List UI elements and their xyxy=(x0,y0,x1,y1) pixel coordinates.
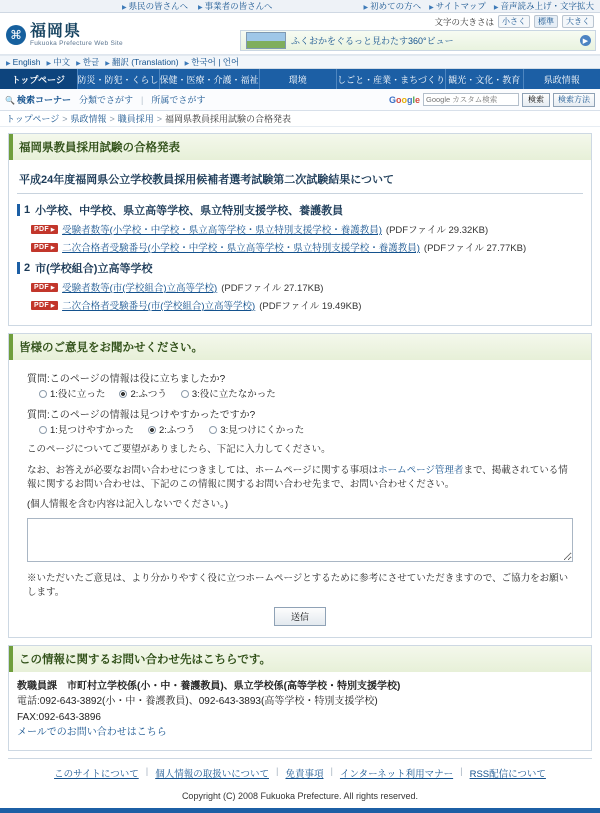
nav-item-safety[interactable]: 防災・防犯・くらし xyxy=(78,69,160,89)
survey-q2-option-3[interactable] xyxy=(209,422,304,436)
top-link-first-time[interactable]: ▶ 初めての方へ xyxy=(364,0,422,12)
survey-options-1 xyxy=(39,386,583,400)
survey-submit-wrap xyxy=(17,607,583,626)
prefecture-emblem-icon: ⌘ xyxy=(6,25,26,45)
contact-title: この情報に関するお問い合わせ先はこちらです。 xyxy=(9,646,591,672)
contact-fax: FAX:092-643-3896 xyxy=(17,710,583,726)
survey-q2-option-1-label: 1:見つけやすかった xyxy=(50,425,134,436)
search-bar: 🔍 検索コーナー 分類でさがす | 所属でさがす Google Google カスタム検索 検索 検索方法 xyxy=(0,89,600,111)
section-2-title: 市(学校組合)立高等学校 xyxy=(35,260,152,276)
nav-item-health[interactable]: 保健・医療・介護・福祉 xyxy=(160,69,260,89)
radio-icon[interactable] xyxy=(181,390,189,398)
survey-note-2-post: まで、掲載されている情報に関するお問い合わせは、下記のこの情報に関するお問い合わせ先まで、お問い合わせください。 xyxy=(27,465,568,490)
survey-q1-option-3-label: 3:役に立たなかった xyxy=(192,389,276,400)
pdf-size-3: (PDFファイル 27.17KB) xyxy=(221,280,323,294)
text-size-small-button[interactable]: 小さく xyxy=(498,15,530,28)
radio-icon[interactable] xyxy=(119,390,127,398)
breadcrumb-sep: > xyxy=(109,114,114,124)
page-title: 福岡県教員採用試験の合格発表 xyxy=(9,134,591,160)
pdf-link-applicants-1[interactable]: 受験者数等(小学校・中学校・県立高等学校・県立特別支援学校・養護教員) xyxy=(62,222,382,236)
lang-korean[interactable]: ▶ 한글 xyxy=(76,56,99,68)
survey-q1-option-2[interactable] xyxy=(119,386,166,400)
banner-arrow-icon[interactable]: ▶ xyxy=(580,35,591,46)
survey-q2-option-2[interactable] xyxy=(148,422,195,436)
search-button[interactable]: 検索 xyxy=(522,93,550,107)
pdf-size-4: (PDFファイル 19.49KB) xyxy=(259,298,361,312)
main-panel xyxy=(8,133,592,326)
nav-item-top[interactable]: トップページ xyxy=(0,69,78,89)
footer-link-manners[interactable]: インターネット利用マナー xyxy=(340,766,453,780)
banner-thumbnail-icon xyxy=(246,32,286,49)
pdf-link-row xyxy=(31,222,583,236)
top-link-residents[interactable]: ▶ 県民の皆さんへ xyxy=(122,0,188,12)
footer-sep: | xyxy=(146,766,148,780)
pdf-link-passers-1[interactable]: 二次合格者受験番号(小学校・中学校・県立高等学校・県立特別支援学校・養護教員) xyxy=(62,240,420,254)
lang-other[interactable]: ▶ 한국어 | 언어 xyxy=(185,56,240,68)
survey-q1-option-1-label: 1:役に立った xyxy=(50,389,105,400)
survey-note-2 xyxy=(27,464,573,492)
site-title-jp: 福岡県 xyxy=(30,23,123,40)
survey-q2-option-1[interactable] xyxy=(39,422,134,436)
survey-options-2 xyxy=(39,422,583,436)
pdf-icon: PDF ▶ xyxy=(31,301,58,310)
footer-links xyxy=(8,758,592,785)
survey-comment-textarea[interactable] xyxy=(27,518,573,562)
survey-note-3: (個人情報を含む内容は記入しないでください。) xyxy=(27,498,573,512)
radio-icon[interactable] xyxy=(39,426,47,434)
result-subheading: 平成24年度福岡県公立学校教員採用候補者選考試験第二次試験結果について xyxy=(17,167,583,194)
contact-body xyxy=(9,672,591,750)
radio-icon[interactable] xyxy=(39,390,47,398)
pdf-icon: PDF ▶ xyxy=(31,225,58,234)
nav-item-government[interactable]: 県政情報 xyxy=(524,69,600,89)
lang-english[interactable]: ▶ English xyxy=(6,57,41,67)
search-method-button[interactable]: 検索方法 xyxy=(553,93,595,107)
contact-department: 教職員課 市町村立学校係(小・中・養護教員)、県立学校係(高等学校・特別支援学校) xyxy=(17,679,583,695)
top-link-sitemap[interactable]: ▶ サイトマップ xyxy=(429,0,486,12)
footer-link-disclaimer[interactable]: 免責事項 xyxy=(285,766,323,780)
homepage-admin-link[interactable]: ホームページ管理者 xyxy=(378,465,463,476)
breadcrumb-item-1[interactable]: 県政情報 xyxy=(70,112,106,125)
footer-sep: | xyxy=(330,766,332,780)
pdf-link-row xyxy=(31,298,583,312)
footer-bottom-bar xyxy=(0,808,600,813)
survey-q2-option-3-label: 3:見つけにくかった xyxy=(220,425,304,436)
survey-submit-button[interactable]: 送信 xyxy=(274,607,326,626)
content-area xyxy=(0,127,600,751)
pdf-size-1: (PDFファイル 29.32KB) xyxy=(386,222,488,236)
main-panel-body xyxy=(9,160,591,325)
contact-mail-link[interactable]: メールでのお問い合わせはこちら xyxy=(17,727,167,738)
survey-q1-option-1[interactable] xyxy=(39,386,105,400)
section-1-number: 1 xyxy=(17,204,30,216)
breadcrumb-item-2[interactable]: 職員採用 xyxy=(118,112,154,125)
pdf-link-applicants-2[interactable]: 受験者数等(市(学校組合)立高等学校) xyxy=(62,280,217,294)
site-logo[interactable] xyxy=(0,13,129,54)
nav-item-industry[interactable]: しごと・産業・まちづくり xyxy=(337,69,446,89)
footer-sep: | xyxy=(276,766,278,780)
language-bar xyxy=(0,55,600,69)
survey-q1-option-3[interactable] xyxy=(181,386,276,400)
text-size-normal-button[interactable]: 標準 xyxy=(534,15,558,28)
section-1-heading xyxy=(17,202,583,218)
radio-icon[interactable] xyxy=(209,426,217,434)
search-by-department-link[interactable]: 所属でさがす xyxy=(151,93,205,106)
copyright: Copyright (C) 2008 Fukuoka Prefecture. All rights reserved. xyxy=(0,785,600,801)
nav-item-environment[interactable]: 環境 xyxy=(260,69,338,89)
google-logo: Google xyxy=(389,95,420,105)
section-1-title: 小学校、中学校、県立高等学校、県立特別支援学校、養護教員 xyxy=(35,202,343,218)
top-utility-bar xyxy=(0,0,600,13)
global-nav xyxy=(0,69,600,89)
google-search-box xyxy=(389,93,595,107)
header-right xyxy=(240,13,600,54)
survey-panel xyxy=(8,333,592,638)
top-link-accessibility[interactable]: ▶ 音声読み上げ・文字拡大 xyxy=(494,0,594,12)
survey-question-1: 質問:このページの情報は役に立ちましたか? xyxy=(27,370,583,385)
search-corner-label: 🔍 検索コーナー xyxy=(5,93,71,106)
survey-title: 皆様のご意見をお聞かせください。 xyxy=(9,334,591,360)
site-header xyxy=(0,13,600,55)
breadcrumb-item-current: 福岡県教員採用試験の合格発表 xyxy=(165,112,291,125)
nav-item-culture[interactable]: 観光・文化・教育 xyxy=(446,69,524,89)
footer-link-rss[interactable]: RSS配信について xyxy=(470,766,546,780)
pdf-link-row xyxy=(31,240,583,254)
text-size-large-button[interactable]: 大きく xyxy=(562,15,594,28)
survey-note-4: ※いただいたご意見は、より分かりやすく役に立つホームページとするために参考にさせていただきますので、ご協力をお願いします。 xyxy=(27,572,573,600)
panorama-banner[interactable] xyxy=(240,30,596,51)
survey-question-2: 質問:このページの情報は見つけやすかったですか? xyxy=(27,406,583,421)
search-by-category-link[interactable]: 分類でさがす xyxy=(79,93,133,106)
pdf-icon: PDF ▶ xyxy=(31,243,58,252)
text-size-label: 文字の大きさは xyxy=(434,16,494,28)
survey-note-1: このページについてご要望がありましたら、下記に入力してください。 xyxy=(27,443,573,457)
banner-text: ふくおかをぐるっと見わたす360°ビュー xyxy=(291,34,454,47)
lang-translation[interactable]: ▶ 翻訳 (Translation) xyxy=(105,56,178,68)
pdf-link-passers-2[interactable]: 二次合格者受験番号(市(学校組合)立高等学校) xyxy=(62,298,255,312)
breadcrumb-sep: > xyxy=(62,114,67,124)
breadcrumb xyxy=(0,111,600,127)
survey-note-2-pre: なお、お答えが必要なお問い合わせにつきましては、ホームページに関する事項は xyxy=(27,465,378,476)
top-utility-left xyxy=(0,0,272,12)
section-2-number: 2 xyxy=(17,262,30,274)
pdf-link-row xyxy=(31,280,583,294)
lang-chinese[interactable]: ▶ 中文 xyxy=(47,56,71,68)
pdf-size-2: (PDFファイル 27.77KB) xyxy=(424,240,526,254)
footer-sep: | xyxy=(460,766,462,780)
section-2-heading xyxy=(17,260,583,276)
breadcrumb-item-0[interactable]: トップページ xyxy=(6,112,59,125)
top-utility-right xyxy=(364,0,600,12)
breadcrumb-sep: > xyxy=(157,114,162,124)
survey-body xyxy=(9,360,591,637)
pdf-icon: PDF ▶ xyxy=(31,283,58,292)
footer-link-privacy[interactable]: 個人情報の取扱いについて xyxy=(155,766,269,780)
top-link-business[interactable]: ▶ 事業者の皆さんへ xyxy=(198,0,272,12)
radio-icon[interactable] xyxy=(148,426,156,434)
text-size-control xyxy=(240,13,600,28)
survey-q1-option-2-label: 2:ふつう xyxy=(130,389,166,400)
contact-tel: 電話:092-643-3892(小・中・養護教員)、092-643-3893(高等学校・特別支援学校) xyxy=(17,694,583,710)
survey-q2-option-2-label: 2:ふつう xyxy=(159,425,195,436)
footer-link-about[interactable]: このサイトについて xyxy=(54,766,139,780)
site-title-en: Fukuoka Prefecture Web Site xyxy=(30,40,123,47)
search-input[interactable] xyxy=(423,93,519,106)
